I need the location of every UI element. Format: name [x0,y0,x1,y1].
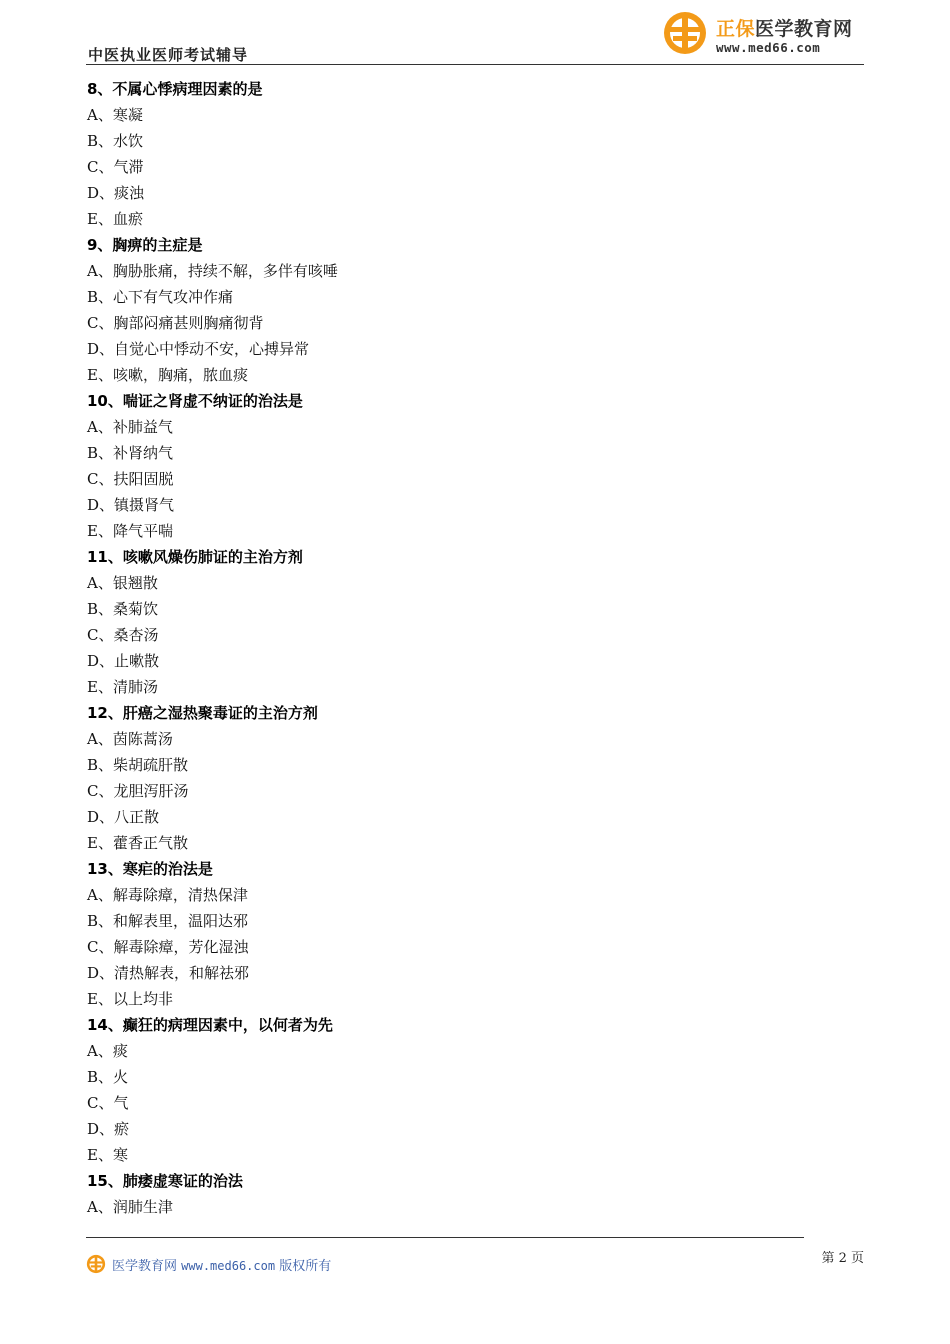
option-b: B、和解表里，温阳达邪 [87,912,249,930]
option-e: E、清肺汤 [87,678,158,696]
option-c: C、解毒除瘴，芳化湿浊 [87,938,249,956]
question-list [87,76,847,1220]
footer-site-name: 医学教育网 [112,1259,178,1274]
option-a: A、解毒除瘴，清热保津 [87,886,248,904]
option-c: C、胸部闷痛甚则胸痛彻背 [87,314,264,332]
option-a: A、茵陈蒿汤 [87,730,173,748]
option-b: B、心下有气攻冲作痛 [87,288,234,306]
option-d: D、痰浊 [87,184,145,202]
option-b: B、柴胡疏肝散 [87,756,189,774]
option-c: C、气滞 [87,158,144,176]
question-stem: 14、癫狂的病理因素中，以何者为先 [87,1016,333,1034]
header-title: 中医执业医师考试辅导 [88,46,249,64]
header-divider [86,64,864,65]
brand-logo [662,10,862,62]
option-d: D、八正散 [87,808,160,826]
question-15 [87,1168,847,1220]
question-stem: 8、不属心悸病理因素的是 [87,80,263,98]
page-number: 第 2 页 [821,1251,864,1266]
option-c: C、桑杏汤 [87,626,159,644]
question-stem: 11、咳嗽风燥伤肺证的主治方剂 [87,548,303,566]
cross-circle-logo-icon [86,1254,106,1274]
question-12 [87,700,847,856]
option-a: A、痰 [87,1042,128,1060]
option-e: E、寒 [87,1146,128,1164]
page-header [86,0,864,66]
question-13 [87,856,847,1012]
footer-rights: 版权所有 [279,1259,332,1274]
question-14 [87,1012,847,1168]
question-stem: 13、寒疟的治法是 [87,860,213,878]
option-e: E、以上均非 [87,990,173,1008]
option-a: A、补肺益气 [87,418,173,436]
footer-url[interactable]: www.med66.com [181,1259,276,1273]
option-e: E、降气平喘 [87,522,173,540]
option-d: D、自觉心中悸动不安，心搏异常 [87,340,310,358]
footer-divider [86,1237,804,1238]
option-e: E、藿香正气散 [87,834,188,852]
option-c: C、气 [87,1094,129,1112]
question-11 [87,544,847,700]
option-a: A、润肺生津 [87,1198,173,1216]
option-a: A、寒凝 [87,106,143,124]
question-10 [87,388,847,544]
cross-circle-logo-icon [662,10,708,56]
question-stem: 15、肺痿虚寒证的治法 [87,1172,243,1190]
option-d: D、清热解表，和解祛邪 [87,964,250,982]
question-stem: 9、胸痹的主症是 [87,236,203,254]
option-b: B、水饮 [87,132,144,150]
option-c: C、扶阳固脱 [87,470,174,488]
question-stem: 10、喘证之肾虚不纳证的治法是 [87,392,303,410]
logo-brand-text [716,14,853,41]
question-8 [87,76,847,232]
option-b: B、桑菊饮 [87,600,159,618]
option-d: D、瘀 [87,1120,130,1138]
option-b: B、火 [87,1068,129,1086]
option-d: D、镇摄肾气 [87,496,175,514]
footer-copyright [112,1255,331,1274]
option-d: D、止嗽散 [87,652,160,670]
option-e: E、咳嗽，胸痛，脓血痰 [87,366,248,384]
logo-brand-main: 正保 [716,18,756,40]
option-e: E、血瘀 [87,210,143,228]
logo-brand-rest: 医学教育网 [755,18,853,40]
option-a: A、银翘散 [87,574,158,592]
logo-url: www.med66.com [716,40,821,55]
question-9 [87,232,847,388]
option-b: B、补肾纳气 [87,444,174,462]
option-c: C、龙胆泻肝汤 [87,782,189,800]
question-stem: 12、肝癌之湿热聚毒证的主治方剂 [87,704,318,722]
option-a: A、胸胁胀痛，持续不解，多伴有咳唾 [87,262,338,280]
